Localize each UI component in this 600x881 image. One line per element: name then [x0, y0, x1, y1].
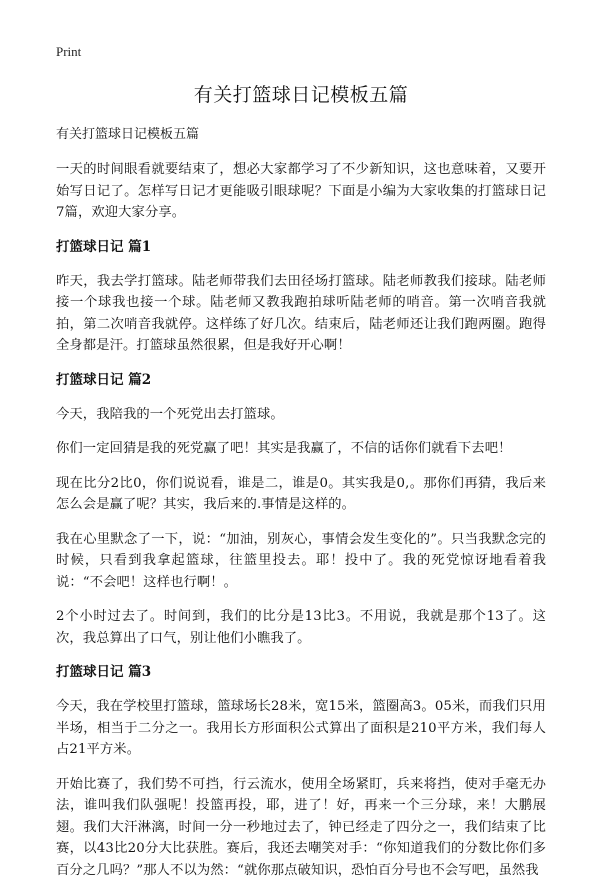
document-subtitle: 有关打篮球日记模板五篇: [56, 125, 546, 145]
section-2-paragraph-3: 现在比分2比0，你们说说看，谁是二，谁是0。其实我是0,。那你们再猜，我后来怎么会是赢了呢？其实，我后来的.事情是这样的。: [56, 473, 546, 516]
section-2-paragraph-1: 今天，我陪我的一个死党出去打篮球。: [56, 404, 546, 426]
section-1-heading: 打篮球日记 篇1: [56, 237, 546, 257]
section-3-heading: 打篮球日记 篇3: [56, 662, 546, 682]
section-2-paragraph-5: 2个小时过去了。时间到，我们的比分是13比3。不用说，我就是那个13了。这次，我总算出了口气，别让他们小瞧我了。: [56, 606, 546, 649]
section-2-heading: 打篮球日记 篇2: [56, 370, 546, 390]
section-2-paragraph-2: 你们一定回猜是我的死党赢了吧！其实是我赢了，不信的话你们就看下去吧！: [56, 438, 546, 460]
section-3-paragraph-2: 开始比赛了，我们势不可挡，行云流水，使用全场紧盯，兵来将挡，使对手毫无办法，谁叫我们队强呢！投篮再投，耶，进了！好，再来一个三分球，来！大鹏展翅。我们大汗淋漓，时间一分一秒地过去了，钟已经走了四分之一，我们结束了比赛，以43比20分大比获胜。赛后，我还去嘲笑对手：“你知道我们的分数比你们多百分之几吗？”那人不以为然：“就你那点破知识，恐怕百分号也不会写吧，虽然我: [56, 774, 546, 881]
print-label: Print: [56, 44, 546, 60]
section-2-paragraph-4: 我在心里默念了一下，说：“加油，别灰心，事情会发生变化的”。只当我默念完的时候，只看到我拿起篮球，往篮里投去。耶！投中了。我的死党惊讶地看着我说：“不会吧！这样也行啊！。: [56, 529, 546, 594]
document-title: 有关打篮球日记模板五篇: [56, 82, 546, 108]
section-3-paragraph-1: 今天，我在学校里打篮球，篮球场长28米，宽15米，篮圈高3。05米，而我们只用半场，相当于二分之一。我用长方形面积公式算出了面积是210平方米，我们每人占21平方米。: [56, 696, 546, 761]
intro-paragraph: 一天的时间眼看就要结束了，想必大家都学习了不少新知识，这也意味着，又要开始写日记了。怎样写日记才更能吸引眼球呢？下面是小编为大家收集的打篮球日记7篇，欢迎大家分享。: [56, 159, 546, 224]
section-1-paragraph-1: 昨天，我去学打篮球。陆老师带我们去田径场打篮球。陆老师教我们接球。陆老师接一个球我也接一个球。陆老师又教我跑拍球听陆老师的哨音。第一次哨音我就拍，第二次哨音我就停。这样练了好几次。结束后，陆老师还让我们跑两圈。跑得全身都是汗。打篮球虽然很累，但是我好开心啊！: [56, 271, 546, 357]
